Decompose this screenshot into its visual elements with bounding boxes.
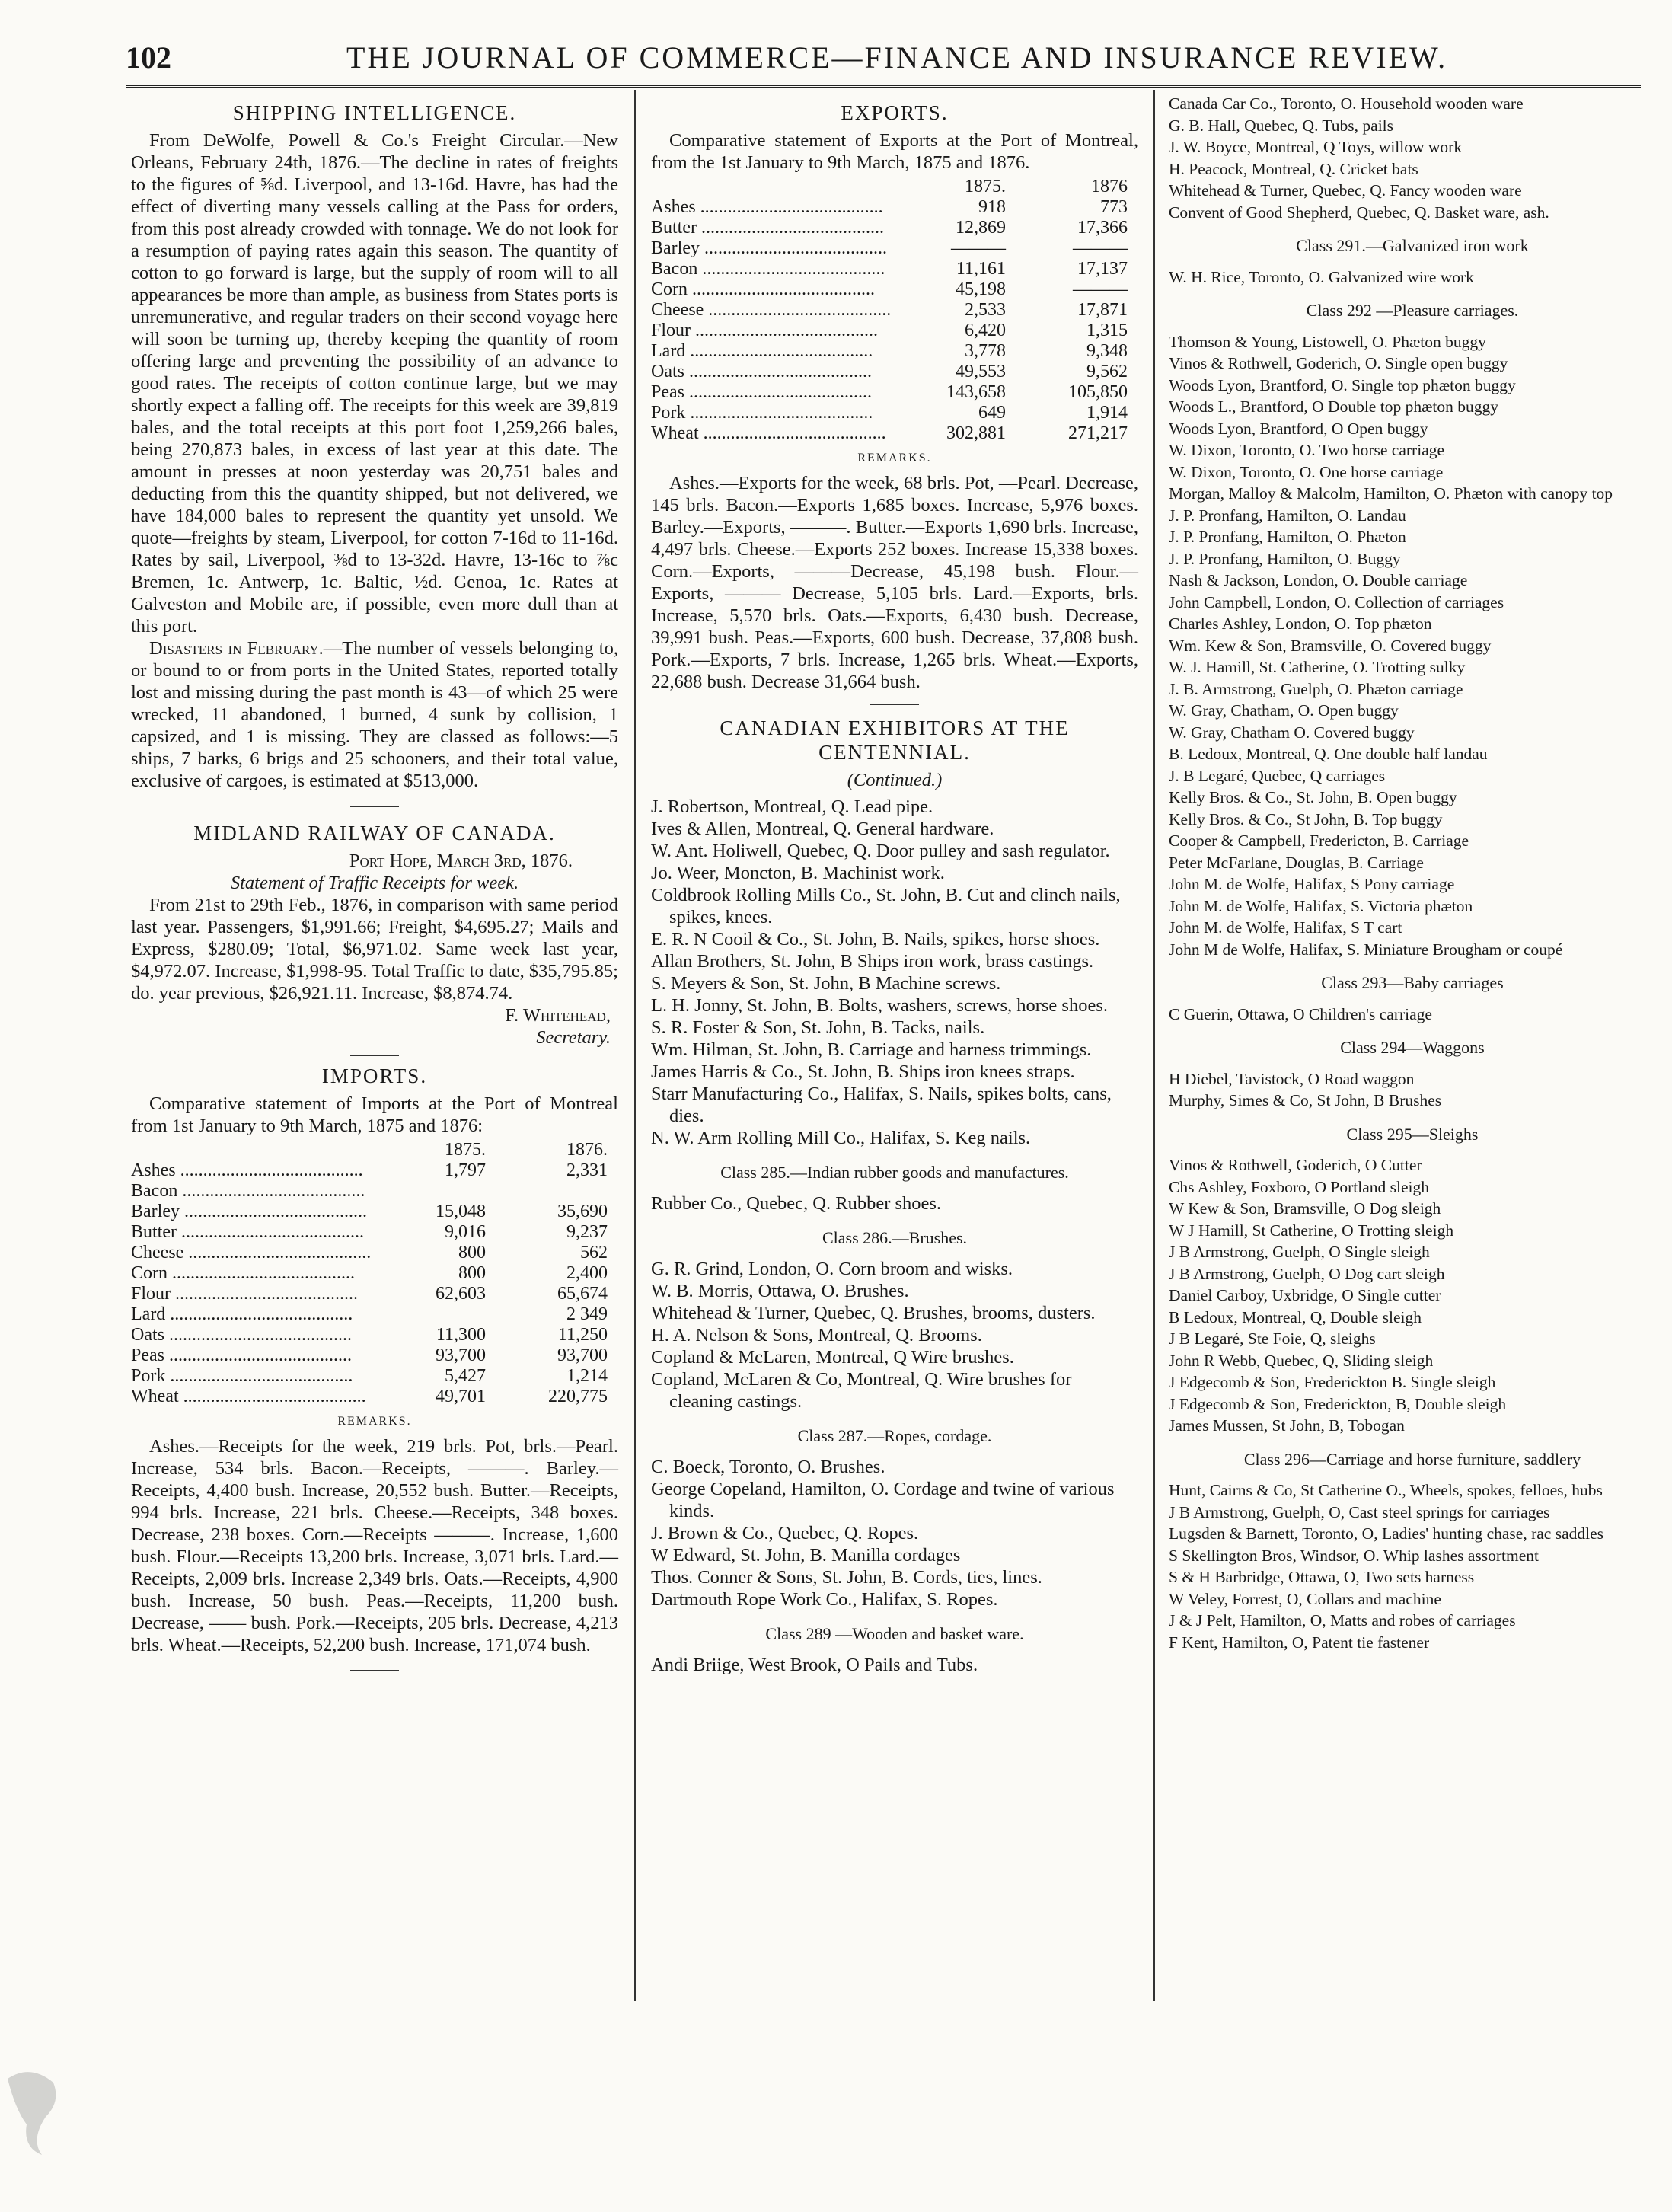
commodity-name: Oats ........................................ [131,1325,352,1345]
value-1875: 49,701 [436,1387,486,1406]
table-row [131,1366,618,1387]
exhibitor-entry: J. Brown & Co., Quebec, Q. Ropes. [651,1523,919,1543]
class-293-heading: Class 293—Baby carriages [1321,973,1504,992]
value-1876: 17,137 [1077,259,1128,279]
section-rule [350,806,399,807]
class-287-heading: Class 287.—Ropes, cordage. [797,1426,992,1445]
exhibitor-entry: Lugsden & Barnett, Toronto, O, Ladies' hunting chase, rac saddles [1169,1524,1603,1543]
class-289-heading: Class 289 —Wooden and basket ware. [765,1624,1024,1643]
table-row [651,279,1138,300]
imports-remarks-head: REMARKS. [337,1415,412,1428]
exhibitor-entry: J B Armstrong, Guelph, O Dog cart sleigh [1169,1264,1445,1283]
value-1875: 12,869 [956,218,1006,238]
commodity-name: Ashes ........................................ [651,197,883,217]
value-1876: 93,700 [557,1345,608,1365]
exhibitor-entry: Vinos & Rothwell, Goderich, O Cutter [1169,1156,1422,1174]
exports-remarks-head: REMARKS. [857,452,932,464]
value-1876: 17,366 [1077,218,1128,238]
column-3 [1169,93,1656,1653]
exhibitor-entry: Starr Manufacturing Co., Halifax, S. Nails, spikes bolts, cans, dies. [651,1084,1112,1126]
exhibitor-entry: H. A. Nelson & Sons, Montreal, Q. Brooms. [651,1325,982,1345]
exhibitor-entry: J. Robertson, Montreal, Q. Lead pipe. [651,796,933,817]
value-1875: 143,658 [946,382,1006,402]
exhibitor-entry: L. H. Jonny, St. John, B. Bolts, washers, screws, horse shoes. [651,995,1108,1016]
value-1876: 9,237 [566,1222,608,1242]
value-1876: 2 349 [566,1304,608,1324]
exhibitor-entry: W J Hamill, St Catherine, O Trotting sleigh [1169,1221,1454,1240]
midland-body: From 21st to 29th Feb., 1876, in comparison with same period last year. Passengers, $1,991.66; Freight, $4,695.27; Mails and Express, $280.09; Total, $6,971.02. Same week last year, $4,972.07. Increase, $1,998-95. Total Traffic to date, $35,795.85; do. year previous, $26,921.11. Increase, $8,874.74. [131,895,618,1004]
table-row [651,300,1138,321]
exhibitor-entry: C Guerin, Ottawa, O Children's carriage [1169,1004,1432,1023]
exhibitor-entry: George Copeland, Hamilton, O. Cordage and twine of various kinds. [651,1479,1115,1521]
exhibitor-entry: W. H. Rice, Toronto, O. Galvanized wire work [1169,267,1474,286]
table-row [131,1304,618,1325]
exhibitor-entry: Jo. Weer, Moncton, B. Machinist work. [651,863,945,883]
value-1875 [375,1304,496,1325]
exhibitor-entry: Andi Briige, West Brook, O Pails and Tubs. [651,1655,978,1675]
imports-col-1875: 1875. [445,1140,486,1160]
exhibitor-list [1169,1004,1656,1026]
exhibitor-entry: W. Dixon, Toronto, O. One horse carriage [1169,462,1444,481]
commodity-name: Peas ........................................ [131,1345,352,1365]
exhibitor-entry: J B Armstrong, Guelph, O Single sleigh [1169,1243,1430,1261]
exports-col-1875: 1875. [965,177,1006,196]
exhibitor-entry: Convent of Good Shepherd, Quebec, Q. Basket ware, ash. [1169,203,1549,222]
table-row [651,321,1138,341]
table-row [651,341,1138,362]
exhibitor-entry: S. Meyers & Son, St. John, B Machine screws. [651,973,1001,994]
commodity-name: Oats ........................................ [651,362,872,381]
table-row [651,403,1138,423]
commodity-name: Lard ........................................ [131,1304,353,1324]
exhibitor-entry: J B Legaré, Ste Foie, Q, sleighs [1169,1329,1376,1348]
table-row [651,362,1138,382]
exhibitor-entry: James Harris & Co., St. John, B. Ships iron knees straps. [651,1061,1075,1082]
imports-remarks: Ashes.—Receipts for the week, 219 brls. Pot, brls.—Pearl. Increase, 534 brls. Bacon.—Receipts, ———. Barley.—Receipts, 4,400 bush. Increase, 20,552 bush. Butter.—Receipts, 994 brls. Increase, 221 brls. Cheese.—Receipts, 348 boxes. Decrease, 238 boxes. Corn.—Receipts ———. Increase, 1,600 bush. Flour.—Receipts 13,200 brls. Increase, 3,071 brls. Lard.—Receipts, 2,009 brls. Increase 2,349 brls. Oats.—Receipts, 4,900 bush. Increase, 50 bush. Peas.—Receipts, 11,200 bush. Decrease, —— bush. Pork.—Receipts, 205 brls. Decrease, 4,213 brls. Wheat.—Receipts, 52,200 bush. Increase, 171,074 bush. [131,1436,618,1655]
exhibitor-entry: Vinos & Rothwell, Goderich, O. Single open buggy [1169,354,1508,372]
exhibitor-entry: W. B. Morris, Ottawa, O. Brushes. [651,1281,909,1301]
exhibitor-entry: Kelly Bros. & Co., St John, B. Top buggy [1169,809,1443,828]
value-1876: ——— [1073,238,1128,258]
column-1 [131,93,618,1685]
exhibitor-entry: W. Ant. Holiwell, Quebec, Q. Door pulley and sash regulator. [651,841,1110,861]
exhibitor-entry: W Edward, St. John, B. Manilla cordages [651,1545,961,1566]
exports-col-1876: 1876 [1091,177,1128,196]
exhibitor-entry: Woods Lyon, Brantford, O Open buggy [1169,419,1428,438]
commodity-name: Cheese ........................................ [651,300,892,320]
commodity-name: Wheat ........................................ [131,1387,366,1406]
value-1875: 45,198 [956,279,1006,299]
exhibitor-list [651,1258,1138,1412]
value-1875: 302,881 [946,423,1006,443]
table-row [651,259,1138,279]
table-row [131,1222,618,1243]
commodity-name: Barley ........................................ [651,238,887,258]
table-row [131,1202,618,1222]
exhibitor-list [1169,1479,1656,1653]
value-1876: 1,214 [566,1366,608,1386]
exhibitor-entry: S Skellington Bros, Windsor, O. Whip lashes assortment [1169,1546,1539,1565]
value-1876: 562 [580,1243,608,1262]
exhibitor-entry: Rubber Co., Quebec, Q. Rubber shoes. [651,1193,942,1214]
imports-intro: Comparative statement of Imports at the Port of Montreal from 1st January to 9th March, 1875 and 1876: [131,1093,618,1136]
exhibitor-entry: Kelly Bros. & Co., St. John, B. Open buggy [1169,788,1457,806]
continued-note: (Continued.) [847,770,943,790]
value-1875: 93,700 [436,1345,486,1365]
exhibitor-entry: Allan Brothers, St. John, B Ships iron work, brass castings. [651,951,1094,972]
exhibitor-entry: John M. de Wolfe, Halifax, S T cart [1169,918,1402,937]
exhibitor-entry: Thomson & Young, Listowell, O. Phæton buggy [1169,332,1486,351]
exhibitor-entry: F Kent, Hamilton, O, Patent tie fastener [1169,1633,1430,1652]
column-divider [634,90,636,2001]
column-2 [651,93,1138,1676]
exhibitor-entry: H. Peacock, Montreal, Q. Cricket bats [1169,159,1418,178]
value-1875: 15,048 [436,1202,486,1221]
exhibitor-list [1169,93,1656,223]
exhibitor-entry: Charles Ashley, London, O. Top phæton [1169,614,1432,633]
value-1876: 220,775 [548,1387,608,1406]
exhibitor-entry: N. W. Arm Rolling Mill Co., Halifax, S. Keg nails. [651,1128,1031,1148]
value-1875: 9,016 [445,1222,486,1242]
value-1875: 62,603 [436,1284,486,1304]
class-294-heading: Class 294—Waggons [1340,1038,1485,1057]
exports-intro: Comparative statement of Exports at the Port of Montreal, from the 1st January to 9th March, 1875 and 1876. [651,130,1138,173]
exports-title: EXPORTS. [841,101,949,124]
exhibitor-entry: Woods L., Brantford, O Double top phæton buggy [1169,397,1499,416]
value-1876: 2,400 [566,1263,608,1283]
exhibitor-entry: J Edgecomb & Son, Frederickton B. Single sleigh [1169,1373,1496,1391]
exhibitor-entry: Peter McFarlane, Douglas, B. Carriage [1169,853,1424,872]
value-1876: 105,850 [1068,382,1128,402]
midland-signature-role: Secretary. [536,1027,611,1048]
journal-title: THE JOURNAL OF COMMERCE—FINANCE AND INSURANCE REVIEW. [346,40,1448,75]
commodity-name: Bacon ........................................ [131,1181,365,1201]
exhibitor-list [1169,331,1656,961]
exhibitor-list [651,1654,1138,1676]
commodity-name: Flour ........................................ [131,1284,359,1304]
imports-col-1876: 1876. [566,1140,608,1160]
exhibitor-entry: J. B. Armstrong, Guelph, O. Phæton carriage [1169,679,1463,698]
imports-title: IMPORTS. [321,1065,428,1087]
exhibitor-list [651,1192,1138,1215]
value-1875: 5,427 [445,1366,486,1386]
exhibitor-list [1169,1154,1656,1437]
value-1875: 800 [458,1263,486,1283]
value-1875: 11,161 [956,259,1006,279]
exhibitor-entry: Ives & Allen, Montreal, Q. General hardware. [651,819,994,839]
table-row [131,1160,618,1181]
exhibitor-entry: Whitehead & Turner, Quebec, Q. Brushes, brooms, dusters. [651,1303,1096,1323]
value-1876: 773 [1100,197,1128,217]
exhibitor-entry: W Veley, Forrest, O, Collars and machine [1169,1589,1441,1608]
header-rule [126,85,1641,88]
shipping-title: SHIPPING INTELLIGENCE. [232,101,517,124]
commodity-name: Corn ........................................ [131,1263,355,1283]
exhibitor-entry: John M. de Wolfe, Halifax, S. Victoria phæton [1169,896,1473,915]
value-1875: 1,797 [445,1160,486,1180]
exhibitor-entry: John M de Wolfe, Halifax, S. Miniature Brougham or coupé [1169,940,1563,959]
commodity-name: Ashes ........................................ [131,1160,363,1180]
value-1876: 9,562 [1086,362,1128,381]
commodity-name: Pork ........................................ [131,1366,353,1386]
exhibitor-entry: Wm. Kew & Son, Bramsville, O. Covered buggy [1169,636,1492,655]
exhibitor-list [1169,267,1656,289]
value-1876: ——— [1073,279,1128,299]
section-rule [350,1055,399,1056]
disasters-paragraph [131,637,618,792]
table-row [131,1345,618,1366]
exhibitor-entry: E. R. N Cooil & Co., St. John, B. Nails, spikes, horse shoes. [651,929,1100,950]
exhibitor-entry: Dartmouth Rope Work Co., Halifax, S. Ropes. [651,1589,998,1610]
exhibitor-entry: B Ledoux, Montreal, Q, Double sleigh [1169,1307,1422,1326]
class-295-heading: Class 295—Sleighs [1346,1124,1479,1144]
value-1875: 649 [978,403,1006,423]
exhibitor-entry: J. P. Pronfang, Hamilton, O. Phæton [1169,528,1406,546]
exhibitor-entry: Nash & Jackson, London, O. Double carriage [1169,571,1468,589]
exhibitor-entry: J Edgecomb & Son, Frederickton, B, Double sleigh [1169,1394,1507,1413]
value-1876: 17,871 [1077,300,1128,320]
midland-title: MIDLAND RAILWAY OF CANADA. [193,822,556,844]
table-row [131,1387,618,1407]
exports-table [651,177,1138,444]
column-divider [1153,90,1155,2001]
value-1875: 49,553 [956,362,1006,381]
exhibitor-entry: C. Boeck, Toronto, O. Brushes. [651,1457,885,1477]
value-1875: ——— [951,238,1006,258]
disasters-text: —The number of vessels belonging to, or bound to or from ports in the United States, reported totally lost and missing during the past month is 43—of which 25 were wrecked, 11 abandoned, 1 burned, 4 sunk by collision, 1 capsized, and 1 is missing. They are classed as follows:—5 ships, 7 barks, 6 brigs and 25 schooners, and their total value, exclusive of cargoes, is estimated at $513,000. [131,638,618,791]
exhibitor-entry: J B Armstrong, Guelph, O, Cast steel springs for carriages [1169,1502,1550,1521]
commodity-name: Wheat ........................................ [651,423,886,443]
exhibitor-entry: John R Webb, Quebec, Q, Sliding sleigh [1169,1351,1434,1370]
table-row [131,1181,618,1202]
commodity-name: Barley ........................................ [131,1202,367,1221]
imports-table [131,1140,618,1407]
exhibitor-entry: S. R. Foster & Son, St. John, B. Tacks, nails. [651,1017,985,1038]
value-1876: 271,217 [1068,423,1128,443]
midland-dateline: Port Hope, March 3rd, 1876. [349,851,573,871]
exports-remarks: Ashes.—Exports for the week, 68 brls. Pot, —Pearl. Decrease, 145 brls. Bacon.—Exports 1,685 boxes. Increase, 5,976 boxes. Barley.—Exports, ———. Butter.—Exports 1,690 brls. Increase, 4,497 brls. Cheese.—Exports 252 boxes. Increase 15,338 boxes. Corn.—Exports, ———Decrease, 45,198 bush. Flour.—Exports, ——— Decrease, 5,105 brls. Lard.—Exports, brls. Increase, 5,570 brls. Oats.—Exports, 6,430 bush. Decrease, 39,991 bush. Peas.—Exports, 600 bush. Decrease, 37,808 bush. Pork.—Exports, 7 brls. Increase, 1,265 brls. Wheat.—Exports, 22,688 bush. Decrease 31,664 bush. [651,473,1138,692]
exhibitor-entry: Hunt, Cairns & Co, St Catherine O., Wheels, spokes, felloes, hubs [1169,1481,1603,1499]
exhibitor-entry: J. P. Pronfang, Hamilton, O. Buggy [1169,549,1401,568]
exhibitor-entry: Wm. Hilman, St. John, B. Carriage and harness trimmings. [651,1039,1092,1060]
exhibitor-entry: W. Gray, Chatham, O. Open buggy [1169,701,1399,720]
section-rule [870,704,919,705]
shipping-paragraph: From DeWolfe, Powell & Co.'s Freight Circular.—New Orleans, February 24th, 1876.—The decline in rates of freights to the figures of ⅝d. Liverpool, and 13-16d. Havre, has had the effect of diverting many vessels calling at the Pass for orders, from this post already crowded with tonnage. We do not look for a resumption of paying rates again this season. The quantity of cotton to go forward is large, but the supply of room will to all appearances be more than ample, as business from States ports is unremunerative, and regular traders on their second voyage here will soon be turning up, thereby keeping the quantity of room offering large and preventing the possibility of an advance to good rates. The receipts of cotton continue large, but we may shortly expect a falling off. The receipts for this week are 39,819 bales, and the total receipts at this port foot 1,259,266 bales, being 270,873 bales, in excess of last year at this date. The amount in presses at noon yesterday was 20,751 bales and deducting from this the quantity shipped, but not delivered, we have 184,000 bales to represent the quantity yet unsold. We quote—freights by steam, Liverpool, for cotton 7-16d to 11-16d. Rates by sail, Liverpool, ⅜d to 13-32d. Havre, 13-16c to ⅞c Bremen, 1c. Antwerp, 1c. Baltic, ½d. Genoa, 1c. Rates at Galveston and Mobile are, if possible, even more dull than at this port. [131,130,618,637]
exhibitor-entry: Chs Ashley, Foxboro, O Portland sleigh [1169,1177,1430,1196]
exhibitor-entry: G. B. Hall, Quebec, Q. Tubs, pails [1169,116,1394,135]
exhibitor-entry: Thos. Conner & Sons, St. John, B. Cords, ties, lines. [651,1567,1042,1588]
section-rule [350,1670,399,1671]
exhibitor-entry: W. Gray, Chatham O. Covered buggy [1169,723,1415,742]
exhibitor-entry: J & J Pelt, Hamilton, O, Matts and robes of carriages [1169,1611,1516,1629]
value-1876: 11,250 [557,1325,608,1345]
class-292-heading: Class 292 —Pleasure carriages. [1306,301,1519,320]
class-291-heading: Class 291.—Galvanized iron work [1296,236,1529,255]
exhibitor-entry: W. J. Hamill, St. Catherine, O. Trotting sulky [1169,658,1466,676]
exhibitor-entry: Copland, McLaren & Co, Montreal, Q. Wire brushes for cleaning castings. [651,1369,1072,1412]
commodity-name: Cheese ........................................ [131,1243,372,1262]
disasters-lead: Disasters in February. [149,638,324,659]
exhibitor-entry: W Kew & Son, Bramsville, O Dog sleigh [1169,1199,1441,1218]
table-row [131,1325,618,1345]
table-row [651,218,1138,238]
page-number: 102 [126,40,171,75]
value-1875 [375,1181,496,1202]
exhibitor-entry: Coldbrook Rolling Mills Co., St. John, B. Cut and clinch nails, spikes, knees. [651,885,1121,927]
value-1876: 9,348 [1086,341,1128,361]
exhibitor-entry: S & H Barbridge, Ottawa, O, Two sets harness [1169,1568,1475,1586]
midland-signature: F. Whitehead, [505,1005,611,1026]
value-1876: 1,914 [1086,403,1128,423]
commodity-name: Peas ........................................ [651,382,872,402]
exhibitor-entry: Daniel Carboy, Uxbridge, O Single cutter [1169,1286,1441,1304]
class-285-heading: Class 285.—Indian rubber goods and manufactures. [720,1163,1069,1182]
value-1875: 2,533 [965,300,1006,320]
value-1875: 6,420 [965,321,1006,340]
value-1875: 3,778 [965,341,1006,361]
commodity-name: Butter ........................................ [651,218,884,238]
table-row [651,382,1138,403]
commodity-name: Pork ........................................ [651,403,873,423]
table-row [131,1263,618,1284]
table-row [651,423,1138,444]
exhibitor-list [651,1456,1138,1610]
value-1875: 800 [458,1243,486,1262]
exhibitor-list [1169,1068,1656,1112]
value-1875: 11,300 [436,1325,486,1345]
table-row [651,238,1138,259]
page-smudge [0,2048,69,2163]
exhibitor-entry: Canada Car Co., Toronto, O. Household wooden ware [1169,94,1524,113]
midland-subtitle: Statement of Traffic Receipts for week. [230,873,519,893]
exhibitor-entry: James Mussen, St John, B, Tobogan [1169,1416,1405,1435]
class-286-heading: Class 286.—Brushes. [822,1228,968,1247]
table-row [131,1243,618,1263]
exhibitor-entry: Murphy, Simes & Co, St John, B Brushes [1169,1091,1442,1109]
exhibitor-entry: Copland & McLaren, Montreal, Q Wire brushes. [651,1347,1014,1368]
value-1876: 35,690 [557,1202,608,1221]
value-1876: 1,315 [1086,321,1128,340]
exhibitor-entry: B. Ledoux, Montreal, Q. One double half landau [1169,745,1488,763]
commodity-name: Bacon ........................................ [651,259,885,279]
exhibitor-entry: Woods Lyon, Brantford, O. Single top phæton buggy [1169,375,1516,394]
exhibitor-entry: J. W. Boyce, Montreal, Q Toys, willow work [1169,138,1463,156]
exhibitor-entry: Cooper & Campbell, Fredericton, B. Carriage [1169,831,1469,850]
exhibitor-entry: H Diebel, Tavistock, O Road waggon [1169,1069,1415,1088]
table-row [131,1284,618,1304]
value-1876 [496,1181,618,1202]
class-296-heading: Class 296—Carriage and horse furniture, saddlery [1243,1449,1581,1469]
commodity-name: Flour ........................................ [651,321,879,340]
exhibitor-entry: John Campbell, London, O. Collection of carriages [1169,592,1504,611]
exhibitor-entry: J. P. Pronfang, Hamilton, O. Landau [1169,506,1406,525]
commodity-name: Lard ........................................ [651,341,873,361]
exhibitor-entry: Whitehead & Turner, Quebec, Q. Fancy wooden ware [1169,181,1522,199]
value-1876: 2,331 [566,1160,608,1180]
exhibitor-entry: J. B Legaré, Quebec, Q carriages [1169,766,1386,785]
commodity-name: Butter ........................................ [131,1222,364,1242]
page-header [126,40,1641,78]
exhibitor-entry: G. R. Grind, London, O. Corn broom and wisks. [651,1259,1013,1279]
canadian-title: CANADIAN EXHIBITORS AT THE CENTENNIAL. [720,717,1070,764]
exhibitor-entry: John M. de Wolfe, Halifax, S Pony carriage [1169,875,1455,893]
exhibitor-entry: Morgan, Malloy & Malcolm, Hamilton, O. Phæton with canopy top [1169,484,1613,503]
exhibitor-list [651,796,1138,1149]
exhibitor-entry: W. Dixon, Toronto, O. Two horse carriage [1169,441,1445,459]
value-1875: 918 [978,197,1006,217]
commodity-name: Corn ........................................ [651,279,875,299]
table-row [651,197,1138,218]
value-1876: 65,674 [557,1284,608,1304]
